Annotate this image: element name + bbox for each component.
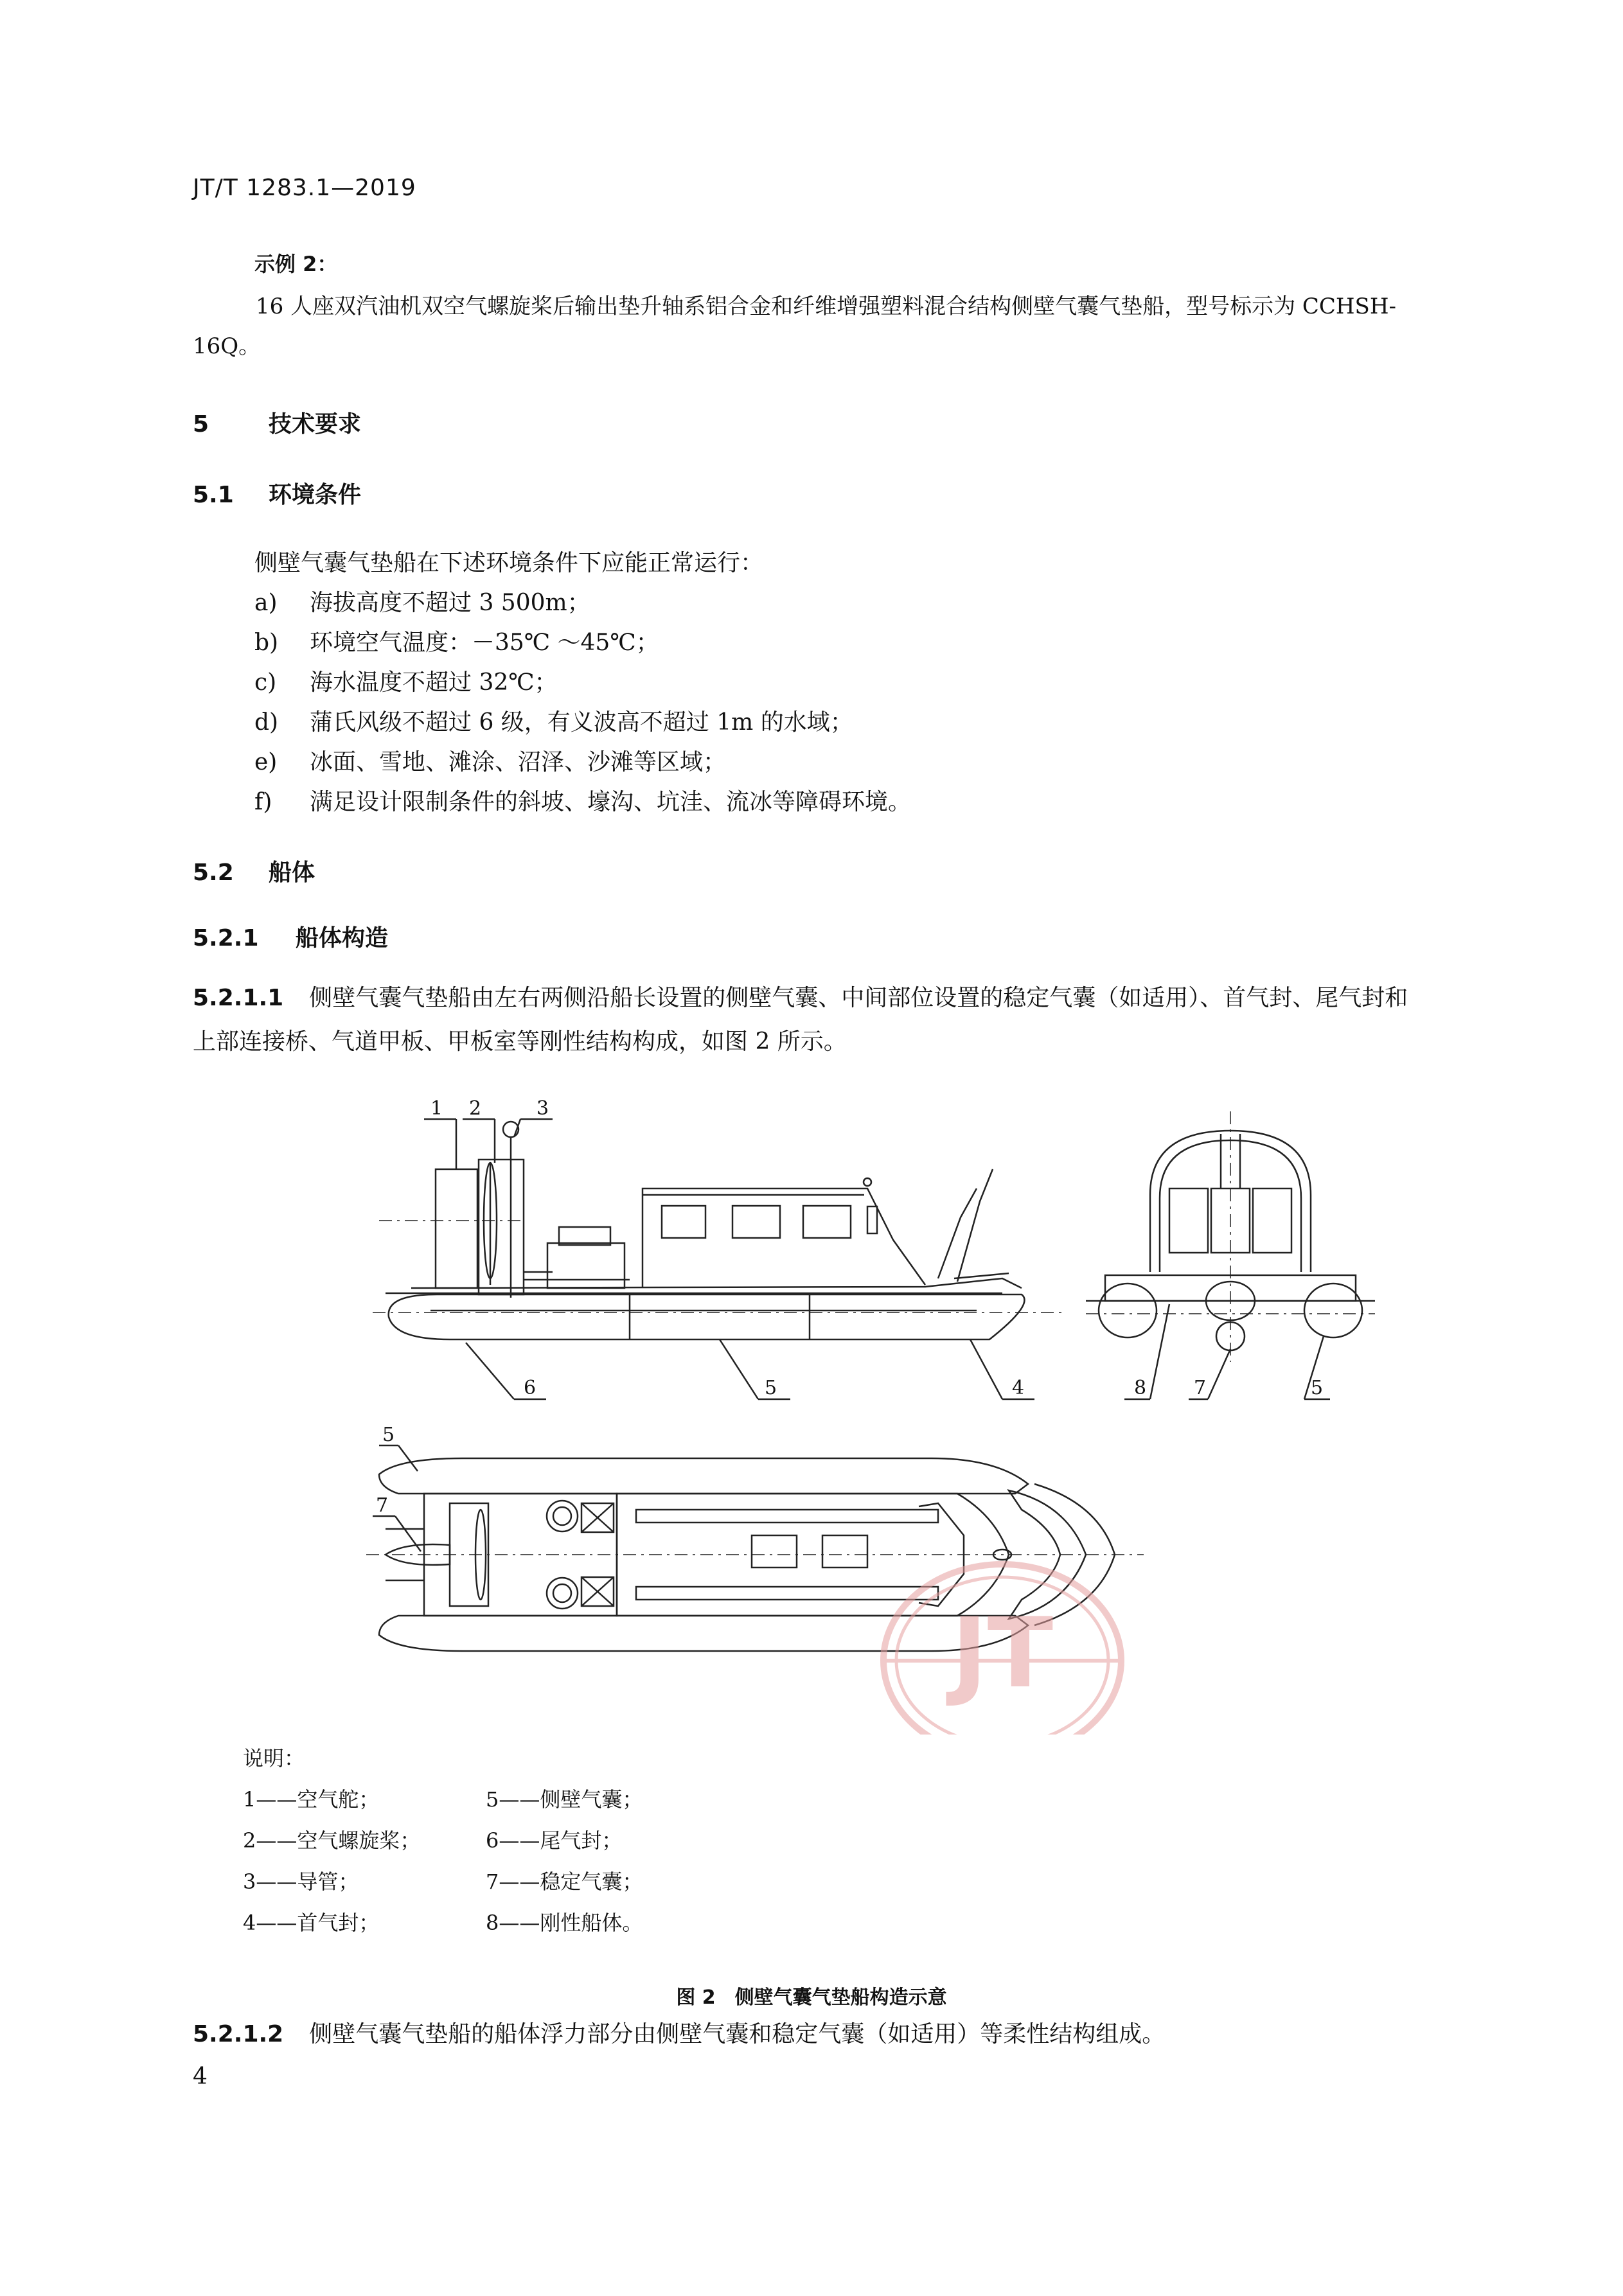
clause-5-2-1-1 [193,976,1430,1064]
list-item-label: b) [254,630,279,656]
callout-1: 1 [430,1097,443,1120]
clause-number: 5.2.1.2 [193,2021,284,2047]
section-number: 5.2 [193,860,234,886]
list-item [254,624,659,657]
clause-text: 侧壁气囊气垫船由左右两侧沿船长设置的侧壁气囊、中间部位设置的稳定气囊（如适用）、首气封、尾气封和上部连接桥、气道甲板、甲板室等刚性结构构成，如图 2 所示。 [193,985,1408,1055]
callout-8: 8 [1134,1377,1147,1399]
standard-number-header: JT/T 1283.1—2019 [193,175,416,201]
section-title: 环境条件 [269,482,362,508]
page-number: 4 [193,2063,208,2090]
callout-6: 6 [524,1377,537,1399]
section-5-2-1-heading [193,920,388,953]
list-item [254,704,853,737]
section-title: 船体构造 [296,925,389,951]
section-number: 5.1 [193,482,234,508]
legend-item: 6——尾气封； [486,1828,623,1853]
list-item-label: d) [254,709,279,736]
callout-5-front: 5 [1311,1377,1324,1399]
legend-item: 4——首气封； [243,1911,380,1935]
section-5-heading [193,406,361,439]
list-item [254,664,558,697]
list-item-label: e) [254,749,278,775]
list-item-label: a) [254,590,278,616]
figure-legend [243,1742,729,1948]
list-item-text: 海水温度不超过 32℃； [310,669,558,696]
legend-item: 7——稳定气囊； [486,1869,643,1894]
clause-5-2-1-2 [193,2016,1165,2049]
list-item-label: c) [254,669,277,696]
section-number: 5.2.1 [193,925,259,951]
list-item-text: 满足设计限制条件的斜坡、壕沟、坑洼、流冰等障碍环境。 [310,789,912,815]
callout-5-plan: 5 [382,1424,395,1446]
callout-3: 3 [537,1097,549,1120]
list-item [254,784,911,817]
environment-intro: 侧壁气囊气垫船在下述环境条件下应能正常运行： [254,550,764,576]
air-rudder-shape [436,1169,477,1288]
callout-5-side: 5 [765,1377,777,1399]
section-number: 5 [193,411,209,437]
side-view [373,1119,1067,1399]
legend-item: 8——刚性船体。 [486,1911,643,1935]
list-item [254,585,590,617]
list-item [254,744,726,777]
hovercraft-structure-figure [360,1092,1426,1735]
list-item-text: 冰面、雪地、滩涂、沼泽、沙滩等区域； [310,749,727,775]
clause-number: 5.2.1.1 [193,985,284,1011]
example-label: 示例 2： [254,252,338,276]
example-text: 16 人座双汽油机双空气螺旋桨后输出垫升轴系铝合金和纤维增强塑料混合结构侧壁气囊气垫船，型号标示为 CCHSH-16Q。 [193,294,1396,359]
list-item-text: 海拔高度不超过 3 500m； [310,590,590,616]
section-5-2-heading [193,854,315,887]
legend-item: 2——空气螺旋桨； [243,1828,421,1853]
figure-caption: 图 2 侧壁气囊气垫船构造示意 [676,1986,947,2009]
section-5-1-heading [193,477,361,509]
callout-2: 2 [469,1097,482,1120]
section-title: 技术要求 [269,411,362,437]
list-item-text: 环境空气温度：－35℃ ～45℃； [310,630,659,656]
callout-4: 4 [1012,1377,1025,1399]
legend-title: 说明： [243,1746,305,1771]
legend-item: 1——空气舵； [243,1787,380,1812]
callout-7-plan: 7 [376,1494,389,1517]
list-item-text: 蒲氏风级不超过 6 级，有义波高不超过 1m 的水域； [310,709,853,736]
legend-item: 3——导管； [243,1869,359,1894]
clause-text: 侧壁气囊气垫船的船体浮力部分由侧壁气囊和稳定气囊（如适用）等柔性结构组成。 [309,2021,1166,2047]
svg-text:JT: JT [951,1598,1054,1709]
front-view [1086,1111,1375,1399]
callout-7-front: 7 [1194,1377,1207,1399]
list-item-label: f) [254,789,272,815]
legend-item: 5——侧壁气囊； [486,1787,643,1812]
section-title: 船体 [269,860,315,886]
jt-watermark [883,1564,1121,1735]
